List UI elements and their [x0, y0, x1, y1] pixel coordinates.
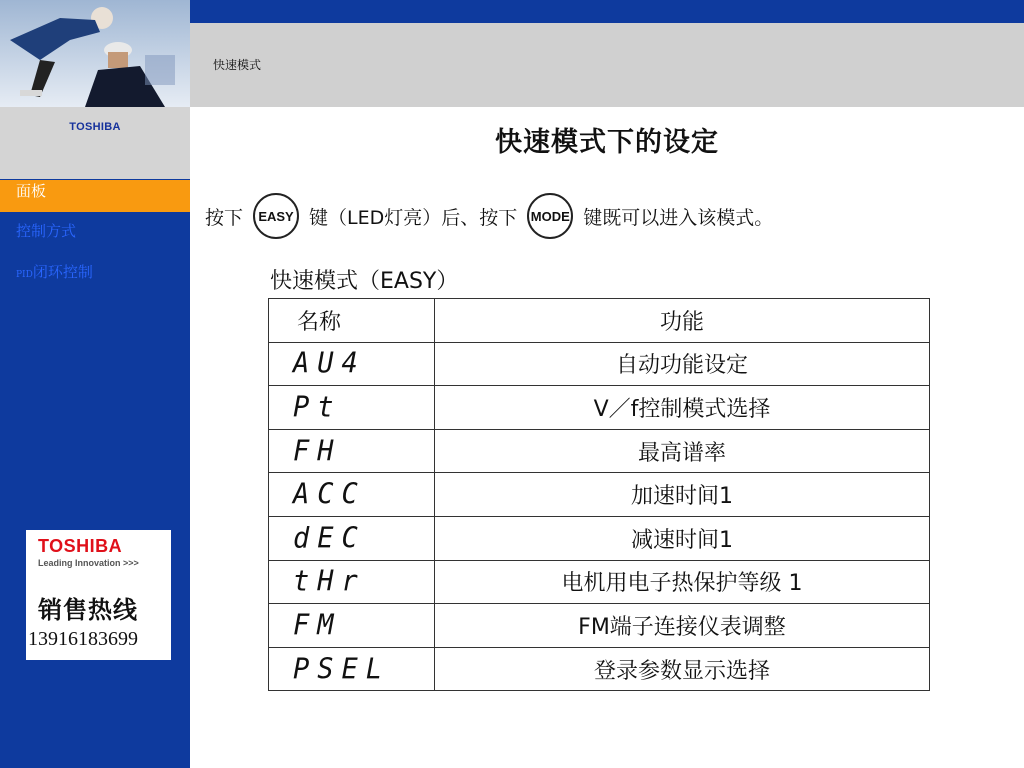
- mode-key-icon: MODE: [527, 193, 573, 239]
- table-row: [269, 516, 930, 560]
- nav-item-control-mode[interactable]: [0, 220, 190, 252]
- lcd-code: FM: [293, 609, 342, 642]
- table-cell-code: [269, 560, 435, 604]
- ad-tagline: Leading Innovation >>>: [38, 558, 139, 568]
- table-cell-code: [269, 647, 435, 691]
- ad-brand: TOSHIBA: [38, 536, 123, 556]
- table-header-row: [269, 299, 930, 343]
- column-header-function: 功能: [435, 299, 930, 343]
- lcd-code: dEC: [293, 521, 366, 555]
- table-row: [269, 386, 930, 430]
- table-cell-function: V／f控制模式选择: [435, 386, 930, 430]
- nav-item-pid-control[interactable]: [0, 261, 190, 293]
- table-cell-function: 减速时间1: [435, 516, 930, 560]
- table-row: [269, 560, 930, 604]
- ad-hotline-label: 销售热线: [38, 596, 138, 624]
- ad-phone-number: 13916183699: [28, 628, 138, 650]
- header-bar: [190, 23, 1024, 107]
- table-caption: 快速模式（EASY）: [270, 269, 459, 294]
- table-cell-code: [269, 516, 435, 560]
- table-cell-code: [269, 429, 435, 473]
- column-header-name: 名称: [269, 299, 435, 343]
- table-cell-function: 加速时间1: [435, 473, 930, 517]
- header-photo-icon: [0, 0, 190, 107]
- lcd-code: Pt: [293, 391, 342, 424]
- nav-item-label: 面板: [16, 182, 47, 200]
- page-title: 快速模式下的设定: [495, 127, 719, 158]
- table-cell-function: 最高谱率: [435, 429, 930, 473]
- page-crumb: 快速模式: [213, 58, 262, 72]
- instruction-text-3: 键既可以进入该模式。: [583, 206, 774, 229]
- table-row: [269, 429, 930, 473]
- instruction-line: [205, 191, 773, 241]
- table-cell-function: 登录参数显示选择: [435, 647, 930, 691]
- easy-mode-table: [268, 298, 930, 691]
- table-cell-code: [269, 473, 435, 517]
- nav-item-panel[interactable]: [0, 180, 190, 212]
- nav-item-prefix: PID: [16, 270, 33, 280]
- table-cell-code: [269, 386, 435, 430]
- lcd-code: tHr: [293, 565, 366, 599]
- header-photo: [0, 0, 190, 107]
- brand-text: TOSHIBA: [69, 121, 121, 133]
- table-cell-function: 电机用电子热保护等级 1: [435, 560, 930, 604]
- sales-hotline-ad: [26, 530, 171, 660]
- instruction-text-1: 按下: [205, 206, 244, 229]
- easy-key-icon: EASY: [253, 193, 299, 239]
- table-row: [269, 604, 930, 648]
- lcd-code: FH: [293, 434, 342, 468]
- table-row: [269, 473, 930, 517]
- table-cell-function: FM端子连接仪表调整: [435, 604, 930, 648]
- top-bar: [190, 0, 1024, 23]
- nav-item-label: 控制方式: [16, 222, 77, 240]
- table-cell-code: [269, 604, 435, 648]
- table-row: [269, 342, 930, 386]
- lcd-code: AU4: [293, 347, 366, 381]
- lcd-code: ACC: [293, 478, 366, 511]
- brand-box: [0, 107, 190, 179]
- lcd-code: PSEL: [293, 652, 391, 686]
- nav-item-label: 闭环控制: [32, 263, 93, 281]
- instruction-text-2: 键（LED灯亮）后、按下: [309, 206, 518, 229]
- table-row: [269, 647, 930, 691]
- table-cell-function: 自动功能设定: [435, 342, 930, 386]
- table-cell-code: [269, 342, 435, 386]
